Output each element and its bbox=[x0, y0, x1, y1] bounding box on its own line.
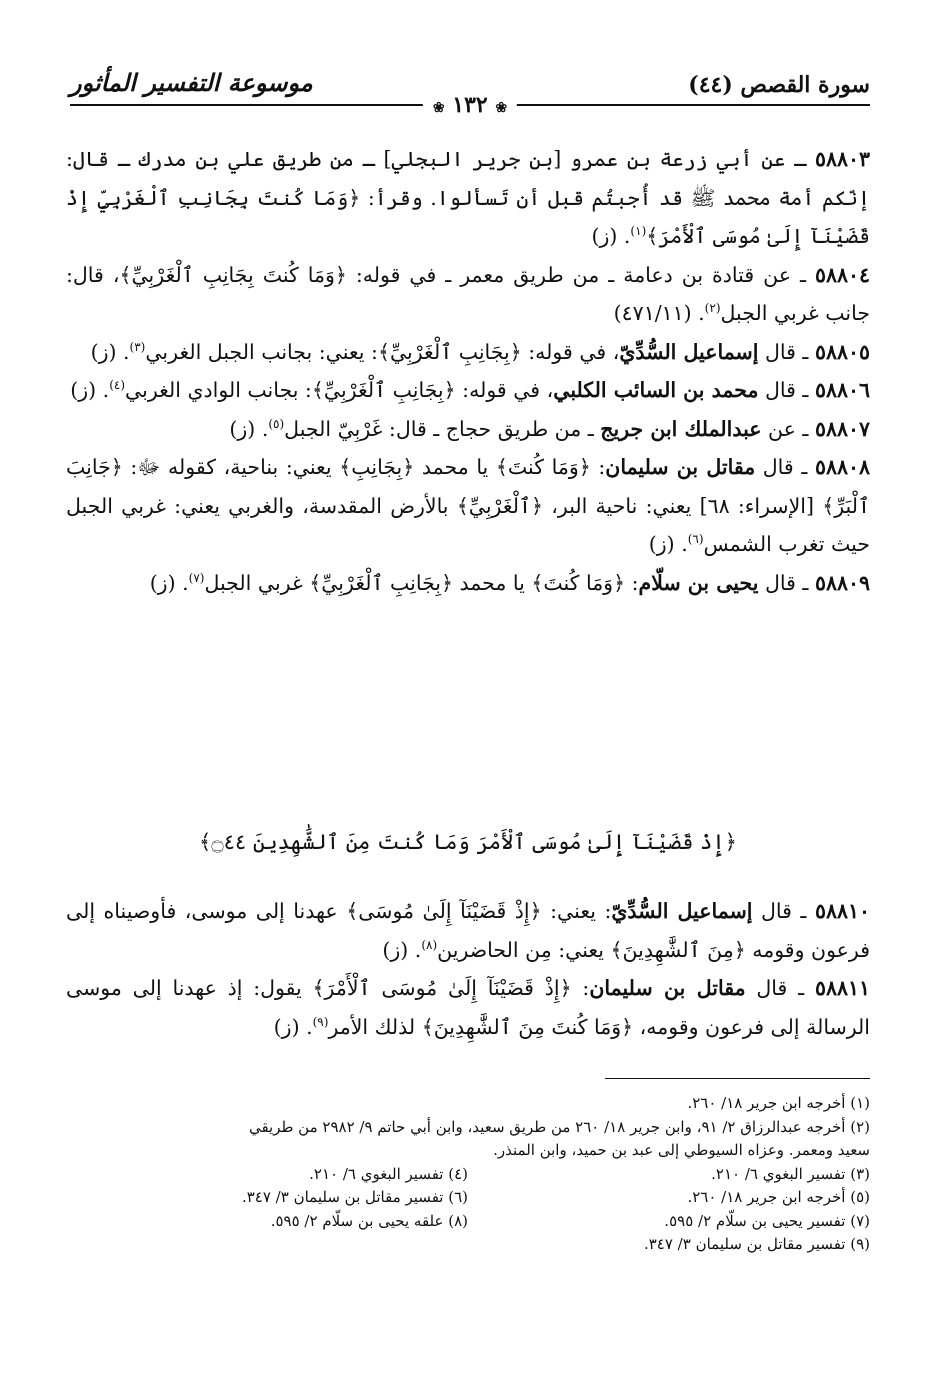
entry-number: ٥٨٨٠٦ bbox=[814, 378, 870, 402]
footnote-row bbox=[66, 1163, 870, 1187]
narration-entry bbox=[66, 448, 870, 564]
verse-heading: ﴿إِذْ قَضَيْنَآ إِلَىٰ مُوسَى ٱلْأَمْرَ وَمَا كُنتَ مِنَ ٱلشَّٰهِدِينَ ۝٤٤﴾ bbox=[199, 830, 737, 854]
entry-text: . (ز) bbox=[591, 224, 631, 248]
quran-quote: ﴿إِذْ قَضَيْنَآ إِلَىٰ مُوسَى﴾ bbox=[346, 899, 542, 923]
footnote-1: (١) أخرجه ابن جرير ١٨/ ٢٦٠. bbox=[687, 1094, 870, 1112]
entry-text: ـ عن قتادة بن دعامة ـ من طريق معمر ـ في قوله: bbox=[346, 262, 815, 287]
footnote-ref[interactable]: (٣) bbox=[129, 339, 146, 354]
entry-text: ـ عن أبي زرعة بن عمرو [بن جرير البجلي] ـ من طريق علي بن مدرك ـ قال: إنّكم أمة محمد ﷺ قد أُجبتُم قبل أن تَسألوا. وقرأ: bbox=[66, 147, 870, 210]
entry-text: . (٤٧١/١١) bbox=[613, 301, 705, 325]
footnote-ref[interactable]: (٧) bbox=[188, 570, 205, 585]
entry-text: بالأرض المقدسة، والغربي يعني: غربي الجبل حيث تغرب الشمس bbox=[66, 493, 870, 556]
narrator-name: يحيى بن سلّام bbox=[638, 570, 759, 595]
entry-text: ـ قال bbox=[758, 339, 815, 364]
entry-text: غربي الجبل bbox=[204, 570, 310, 595]
footnote-6: (٦) تفسير مقاتل بن سليمان ٣/ ٣٤٧. bbox=[241, 1188, 468, 1206]
entry-text: . (ز) bbox=[90, 339, 130, 364]
narration-entry bbox=[66, 333, 870, 372]
page-header bbox=[70, 62, 870, 118]
quran-quote: ﴿بِجَانِبِ ٱلْغَرْبِيِّ﴾ bbox=[377, 339, 522, 364]
quran-quote: ﴿وَمَا كُنتَ بِجَانِبِ ٱلْغَرْبِيِّ إِذْ قَضَيْنَآ إِلَىٰ مُوسَى ٱلْأَمْرَ﴾ bbox=[66, 185, 870, 248]
narrator-name: عبدالملك ابن جريج bbox=[600, 416, 762, 441]
entry-text: ـ قال bbox=[758, 378, 815, 402]
quran-quote: ﴿وَمَا كُنتَ﴾ bbox=[495, 455, 591, 479]
entry-number: ٥٨٨٠٣ bbox=[814, 147, 870, 171]
entry-text: يقول: إذ عهدنا إلى موسى الرسالة إلى فرعون وقومه، bbox=[66, 976, 870, 1039]
narrator-name: إسماعيل السُّدِّيّ bbox=[611, 899, 753, 923]
entry-text: : يعني: بجانب الجبل الغربي bbox=[145, 339, 378, 364]
entry-text: [الإسراء: ٦٨] يعني: ناحية البر، bbox=[543, 493, 823, 518]
entry-text: : يعني: bbox=[541, 899, 612, 923]
entry-number: ٥٨٨٠٨ bbox=[814, 455, 871, 479]
footnote-row bbox=[66, 1186, 870, 1210]
entry-text: ، في قوله: bbox=[521, 339, 620, 364]
entry-number: ٥٨٨٠٧ bbox=[814, 416, 870, 441]
quran-quote: ﴿بِجَانِبِ﴾ bbox=[339, 455, 415, 479]
entry-number: ٥٨٨١٠ bbox=[814, 899, 871, 923]
entry-text: لذلك الأمر bbox=[328, 1014, 422, 1039]
entry-text: . (ز) bbox=[382, 937, 422, 962]
narrator-name: إسماعيل السُّدِّيّ bbox=[619, 339, 759, 364]
entry-text: ـ قال bbox=[745, 976, 815, 1000]
narration-entry bbox=[66, 140, 870, 256]
entry-text: : بجانب الوادي الغربي bbox=[125, 378, 312, 402]
entry-text: ـ قال bbox=[755, 455, 815, 479]
entry-number: ٥٨٨٠٤ bbox=[814, 262, 871, 287]
entry-text: : bbox=[571, 976, 590, 1000]
footnote-9: (٩) تفسير مقاتل بن سليمان ٣/ ٣٤٧. bbox=[643, 1235, 870, 1253]
flower-ornament-icon: ❀ bbox=[495, 100, 508, 116]
entry-text: ـ من طريق حجاج ـ قال: غَرْبِيّ الجبل bbox=[284, 416, 601, 441]
quran-quote: ﴿ٱلْغَرْبِيِّ﴾ bbox=[456, 493, 544, 518]
footnote-ref[interactable]: (١) bbox=[630, 224, 647, 239]
narration-entry bbox=[66, 564, 870, 603]
footnote-7: (٧) تفسير يحيى بن سلّام ٢/ ٥٩٥. bbox=[664, 1211, 870, 1230]
quran-quote: ﴿إِذْ قَضَيْنَآ إِلَىٰ مُوسَى ٱلْأَمْرَ﴾ bbox=[312, 976, 572, 1000]
narration-entry bbox=[66, 371, 870, 410]
book-title: موسوعة التفسير المأثور bbox=[70, 68, 313, 97]
entry-text: . (ز) bbox=[149, 570, 189, 595]
footnote-row bbox=[66, 1210, 870, 1234]
footnote-ref[interactable]: (٥) bbox=[268, 416, 285, 431]
footnote-5: (٥) أخرجه ابن جرير ١٨/ ٢٦٠. bbox=[687, 1188, 870, 1206]
quran-quote: ﴿جَانِبَ ٱلْبَرِّ﴾ bbox=[66, 455, 870, 518]
footnote-ref[interactable]: (٩) bbox=[312, 1014, 329, 1029]
footnote-separator bbox=[605, 1078, 870, 1079]
entry-number: ٥٨٨٠٩ bbox=[814, 570, 870, 595]
quran-quote: ﴿مِنَ ٱلشَّٰهِدِينَ﴾ bbox=[610, 937, 746, 962]
narration-entry bbox=[66, 410, 870, 449]
footnote-8: (٨) علقه يحيى بن سلّام ٢/ ٥٩٥. bbox=[270, 1211, 468, 1230]
flower-ornament-icon: ❀ bbox=[432, 100, 445, 116]
page-number: ١٣٢ bbox=[452, 92, 488, 118]
narration-entry bbox=[66, 892, 870, 969]
narrator-name: مقاتل بن سليمان bbox=[589, 976, 746, 1000]
footnote-3: (٣) تفسير البغوي ٦/ ٢١٠. bbox=[711, 1164, 870, 1183]
entry-text: يا محمد bbox=[453, 570, 532, 595]
entry-text: ـ قال bbox=[758, 570, 815, 595]
entry-text: . (ز) bbox=[273, 1014, 313, 1039]
footnote-ref[interactable]: (٢) bbox=[704, 301, 721, 316]
footnote-ref[interactable]: (٨) bbox=[421, 937, 438, 952]
footnote-2: (٢) أخرجه عبدالرزاق ٢/ ٩١، وابن جرير ١٨/ ٢٦٠ من طريق سعيد، وابن أبي حاتم ٩/ ٢٩٨٢ من طريقي bbox=[248, 1117, 870, 1136]
entry-text: ، في قوله: bbox=[455, 378, 554, 402]
entry-text: عهدنا إلى موسى، فأوصيناه إلى فرعون وقومه bbox=[66, 899, 870, 962]
entry-text: يعني: بناحية، كقوله ﷻ: bbox=[122, 455, 340, 479]
entry-text: . (ز) bbox=[229, 416, 269, 441]
footnote-4: (٤) تفسير البغوي ٦/ ٢١٠. bbox=[309, 1164, 468, 1183]
entry-number: ٥٨٨٠٥ bbox=[814, 339, 870, 364]
entry-text: يا محمد bbox=[414, 455, 496, 479]
entry-text: ـ عن bbox=[761, 416, 815, 441]
quran-quote: ﴿وَمَا كُنتَ مِنَ ٱلشَّٰهِدِينَ﴾ bbox=[421, 1014, 634, 1039]
page-number-group bbox=[423, 92, 517, 118]
narration-entry bbox=[66, 969, 870, 1046]
quran-quote: ﴿بِجَانِبِ ٱلْغَرْبِيِّ﴾ bbox=[311, 378, 456, 402]
entry-text: ، قال: جانب غربي الجبل bbox=[66, 262, 870, 325]
quran-quote: ﴿وَمَا كُنتَ﴾ bbox=[531, 570, 626, 595]
main-text-2 bbox=[66, 892, 870, 1046]
narration-entry bbox=[66, 256, 870, 333]
quran-quote: ﴿وَمَا كُنتَ بِجَانِبِ ٱلْغَرْبِيِّ﴾ bbox=[119, 262, 347, 287]
main-text bbox=[66, 140, 870, 602]
entry-text: ـ قال bbox=[752, 899, 815, 923]
footnotes bbox=[66, 1092, 870, 1257]
entry-text: . (ز) bbox=[70, 378, 110, 402]
entry-text: . (ز) bbox=[648, 532, 688, 556]
quran-quote: ﴿بِجَانِبِ ٱلْغَرْبِيِّ﴾ bbox=[309, 570, 454, 595]
entry-number: ٥٨٨١١ bbox=[814, 976, 871, 1000]
footnote-ref[interactable]: (٤) bbox=[109, 378, 126, 393]
entry-text: : bbox=[625, 570, 639, 595]
narrator-name: محمد بن السائب الكلبي bbox=[553, 378, 759, 402]
entry-text: يعني: مِن الحاضرين bbox=[437, 937, 611, 962]
narrator-name: مقاتل بن سليمان bbox=[605, 455, 756, 479]
entry-text: : bbox=[590, 455, 606, 479]
footnote-ref[interactable]: (٦) bbox=[687, 532, 704, 547]
footnote-2-continued: سعيد ومعمر. وعزاه السيوطي إلى عبد بن حميد، وابن المنذر. bbox=[493, 1141, 870, 1159]
surah-heading: سورة القصص (٤٤) bbox=[688, 72, 870, 98]
